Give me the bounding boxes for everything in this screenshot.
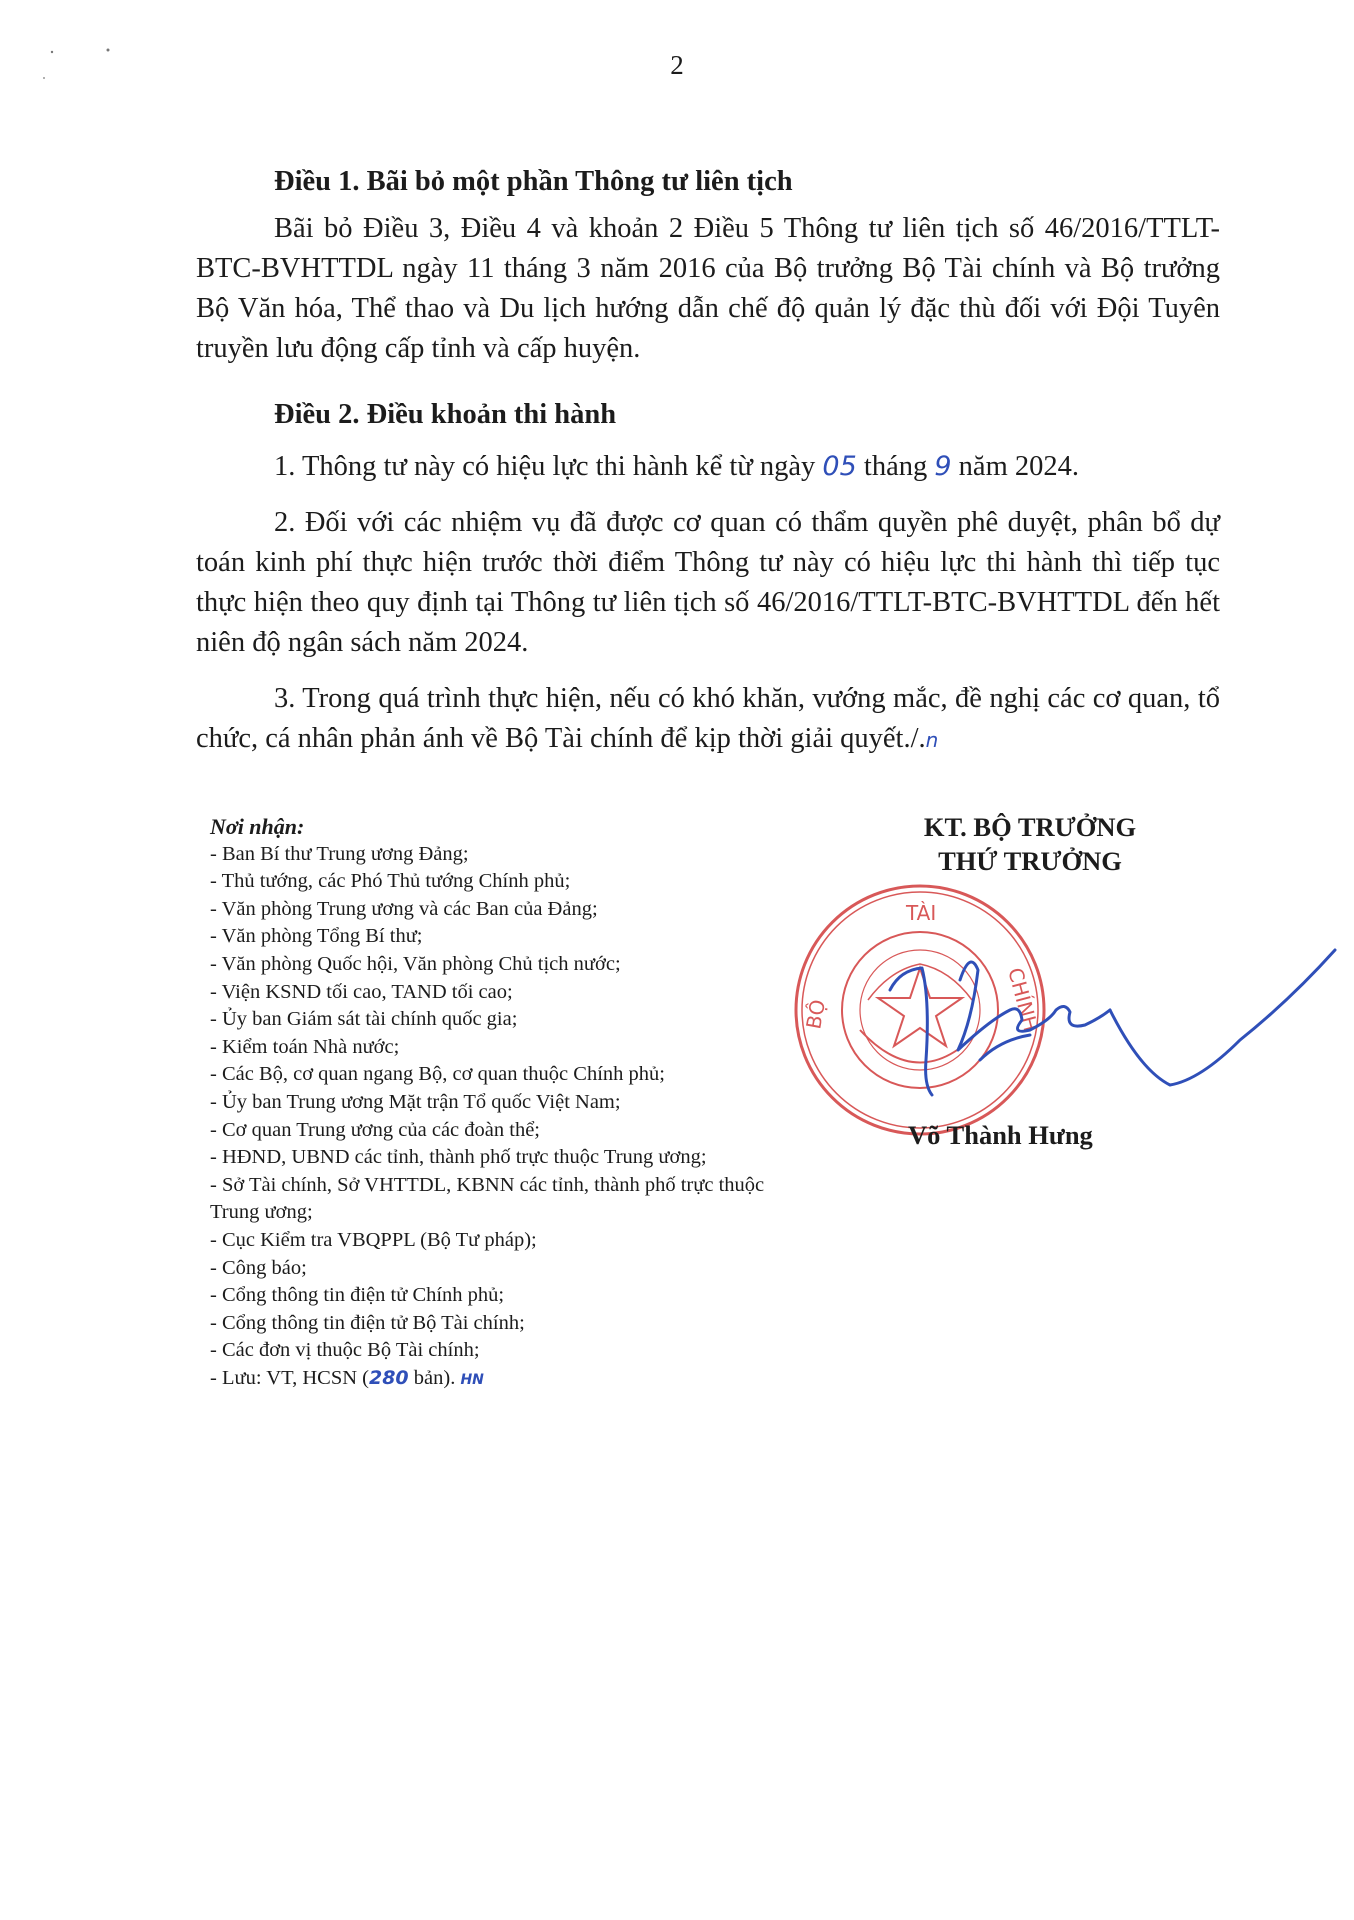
recipient-item: - Ủy ban Trung ương Mặt trận Tổ quốc Việt Nam;	[210, 1090, 621, 1113]
article-1	[196, 162, 1220, 369]
recipient-item: - Cổng thông tin điện tử Chính phủ;	[210, 1284, 505, 1307]
handwritten-mark: n	[925, 728, 939, 752]
recipient-item: - Sở Tài chính, Sở VHTTDL, KBNN các tỉnh, thành phố trực thuộc Trung ương;	[210, 1173, 765, 1224]
handwritten-month: 9	[934, 451, 952, 482]
article-2	[196, 395, 1220, 760]
recipient-item: - Các đơn vị thuộc Bộ Tài chính;	[210, 1339, 480, 1362]
article-1-heading: Điều 1. Bãi bỏ một phần Thông tư liên tịch	[274, 166, 793, 197]
clause-3-text: 3. Trong quá trình thực hiện, nếu có khó khăn, vướng mắc, đề nghị các cơ quan, tổ chức, cá nhân phản ánh về Bộ Tài chính để kịp thời giải quyết./.	[196, 683, 1220, 754]
article-1-body: Bãi bỏ Điều 3, Điều 4 và khoản 2 Điều 5 Thông tư liên tịch số 46/2016/TTLT-BTC-BVHTTDL ngày 11 tháng 3 năm 2016 của Bộ trưởng Bộ Tài chính và Bộ trưởng Bộ Văn hóa, Thể thao và Du lịch hướng dẫn chế độ quản lý đặc thù đối với Đội Tuyên truyền lưu động cấp tỉnh và cấp huyện.	[196, 213, 1220, 364]
recipient-item: - Ủy ban Giám sát tài chính quốc gia;	[210, 1008, 518, 1031]
recipients-list	[210, 841, 830, 1395]
clause-1-prefix: 1. Thông tư này có hiệu lực thi hành kể từ ngày	[274, 451, 816, 482]
recipient-item: - Văn phòng Tổng Bí thư;	[210, 925, 423, 948]
article-2-clause-1	[196, 447, 1220, 487]
seal-text-top: TÀI	[906, 901, 937, 925]
recipient-item: - Văn phòng Trung ương và các Ban của Đảng;	[210, 897, 598, 920]
signer-title-line-1: KT. BỘ TRƯỞNG	[923, 812, 1137, 842]
handwritten-day: 05	[822, 451, 857, 482]
recipient-item: - Cơ quan Trung ương của các đoàn thể;	[210, 1118, 540, 1141]
handwritten-signature	[860, 910, 1340, 1110]
recipients-title: Nơi nhận:	[210, 814, 305, 839]
page-number: 2	[670, 50, 684, 80]
recipient-item: - Cục Kiểm tra VBQPPL (Bộ Tư pháp);	[210, 1228, 537, 1251]
seal-text-right: CHÍNH	[1003, 965, 1044, 1034]
recipient-item: - HĐND, UBND các tỉnh, thành phố trực thuộc Trung ương;	[210, 1146, 707, 1169]
article-2-heading: Điều 2. Điều khoản thi hành	[274, 399, 617, 430]
signer-title-line-2: THỨ TRƯỞNG	[938, 846, 1122, 876]
recipients-block	[210, 813, 830, 1394]
recipient-item: - Thủ tướng, các Phó Thủ tướng Chính phủ;	[210, 870, 571, 893]
article-2-clause-3	[196, 679, 1220, 760]
article-2-clause-2: 2. Đối với các nhiệm vụ đã được cơ quan có thẩm quyền phê duyệt, phân bổ dự toán kinh phí thực hiện trước thời điểm Thông tư này có hiệu lực thi hành thì tiếp tục thực hiện theo quy định tại Thông tư liên tịch số 46/2016/TTLT-BTC-BVHTTDL đến hết niên độ ngân sách năm 2024.	[196, 507, 1220, 658]
archive-prefix: - Lưu: VT, HCSN (	[210, 1366, 369, 1389]
recipient-item: - Cổng thông tin điện tử Bộ Tài chính;	[210, 1311, 525, 1334]
signer-name: Võ Thành Hưng	[908, 1120, 1093, 1150]
recipient-item: - Viện KSND tối cao, TAND tối cao;	[210, 980, 513, 1003]
handwritten-copies: 280	[368, 1366, 409, 1389]
archive-suffix: bản).	[408, 1366, 456, 1389]
seal-text-left: BỘ	[801, 997, 831, 1031]
recipient-item: - Công báo;	[210, 1256, 307, 1279]
handwritten-initials: HN	[460, 1371, 484, 1388]
recipient-item: - Văn phòng Quốc hội, Văn phòng Chủ tịch nước;	[210, 952, 621, 975]
clause-1-suffix: năm 2024.	[958, 451, 1079, 482]
recipient-item: - Kiểm toán Nhà nước;	[210, 1035, 400, 1058]
clause-1-month-word: tháng	[863, 451, 928, 482]
recipient-item-archive	[210, 1365, 830, 1395]
recipient-item: - Các Bộ, cơ quan ngang Bộ, cơ quan thuộc Chính phủ;	[210, 1063, 665, 1086]
recipient-item: - Ban Bí thư Trung ương Đảng;	[210, 842, 469, 865]
